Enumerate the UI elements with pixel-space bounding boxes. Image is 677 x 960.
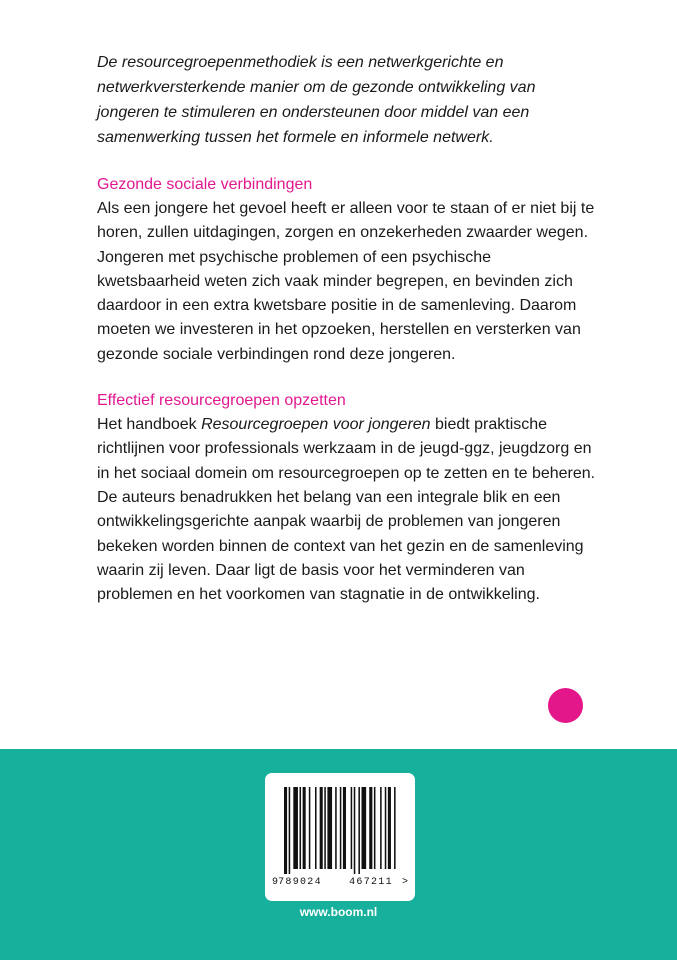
back-cover-text: [97, 50, 597, 629]
body-text-part: biedt praktische richtlijnen voor professionals werkzaam in de jeugd-ggz, jeugdzorg en in het sociaal domein om resourcegroepen op te zetten en te beheren. De auteurs benadrukken het belang van een integrale blik en een ontwikkelingsgerichte aanpak waarbij de problemen van jongeren bekeken worden binnen de context van het gezin en de samenleving waarin zij leven. Daar ligt de basis voor het verminderen van problemen en het voorkomen van stagnatie in de ontwikkeling.: [97, 416, 596, 604]
book-title-italic: Resourcegroepen voor jongeren: [201, 416, 431, 434]
barcode-bar: [284, 787, 287, 874]
barcode-bar: [394, 787, 396, 869]
intro-paragraph: De resourcegroepenmethodiek is een netwerkgerichte en netwerkversterkende manier om de gezonde ontwikkeling van jongeren te stimuleren en ondersteunen door middel van een samenwerking tussen het formele en informele netwerk.: [97, 54, 536, 146]
barcode-bar: [374, 787, 376, 869]
barcode-bar: [327, 787, 332, 869]
website-url: www.boom.nl: [299, 905, 378, 919]
barcode-bar: [300, 787, 302, 869]
barcode-group-2: 467211: [349, 877, 393, 888]
barcode-bar: [388, 787, 391, 869]
barcode-bar: [320, 787, 323, 869]
barcode-bar: [335, 787, 337, 869]
pink-dot-decoration: [548, 688, 583, 723]
barcode-graphic: [265, 773, 415, 901]
barcode-bar: [351, 787, 353, 869]
barcode-bar: [354, 787, 356, 874]
section-heading-resource-groups: Effectief resourcegroepen opzetten: [97, 392, 346, 410]
body-text-part: Het handboek: [97, 416, 202, 434]
section-body-social-connections: Als een jongere het gevoel heeft er alleen voor te staan of er niet bij te horen, zullen uitdagingen, zorgen en onzekerheden zwaarder wegen. Jongeren met psychische problemen of een psychische kwetsbaarheid weten zich vaak minder begrepen, en bevinden zich daardoor in een extra kwetsbare positie in de samenleving. Daarom moeten we investeren in het opzoeken, herstellen en versterken van gezonde sociale verbindingen rond deze jongeren.: [97, 200, 595, 363]
barcode-bar: [309, 787, 311, 869]
barcode-group-1: 789024: [278, 877, 322, 888]
isbn-barcode: [265, 773, 415, 901]
barcode-bar: [293, 787, 298, 869]
barcode-arrow: >: [402, 877, 409, 888]
section-body-resource-groups: [97, 413, 597, 607]
barcode-bar: [324, 787, 326, 869]
barcode-bar: [315, 787, 317, 869]
barcode-bar: [289, 787, 291, 874]
footer-band: [0, 749, 677, 960]
barcode-bar: [369, 787, 372, 869]
section-heading-social-connections: Gezonde sociale verbindingen: [97, 176, 313, 193]
barcode-bar: [362, 787, 367, 869]
barcode-bar: [340, 787, 342, 869]
barcode-bar: [303, 787, 306, 869]
barcode-bar: [358, 787, 360, 874]
barcode-lead-digit: 9: [272, 877, 279, 888]
barcode-bars: [284, 787, 396, 874]
barcode-bar: [380, 787, 382, 869]
barcode-bar: [385, 787, 387, 869]
barcode-bar: [343, 787, 346, 869]
